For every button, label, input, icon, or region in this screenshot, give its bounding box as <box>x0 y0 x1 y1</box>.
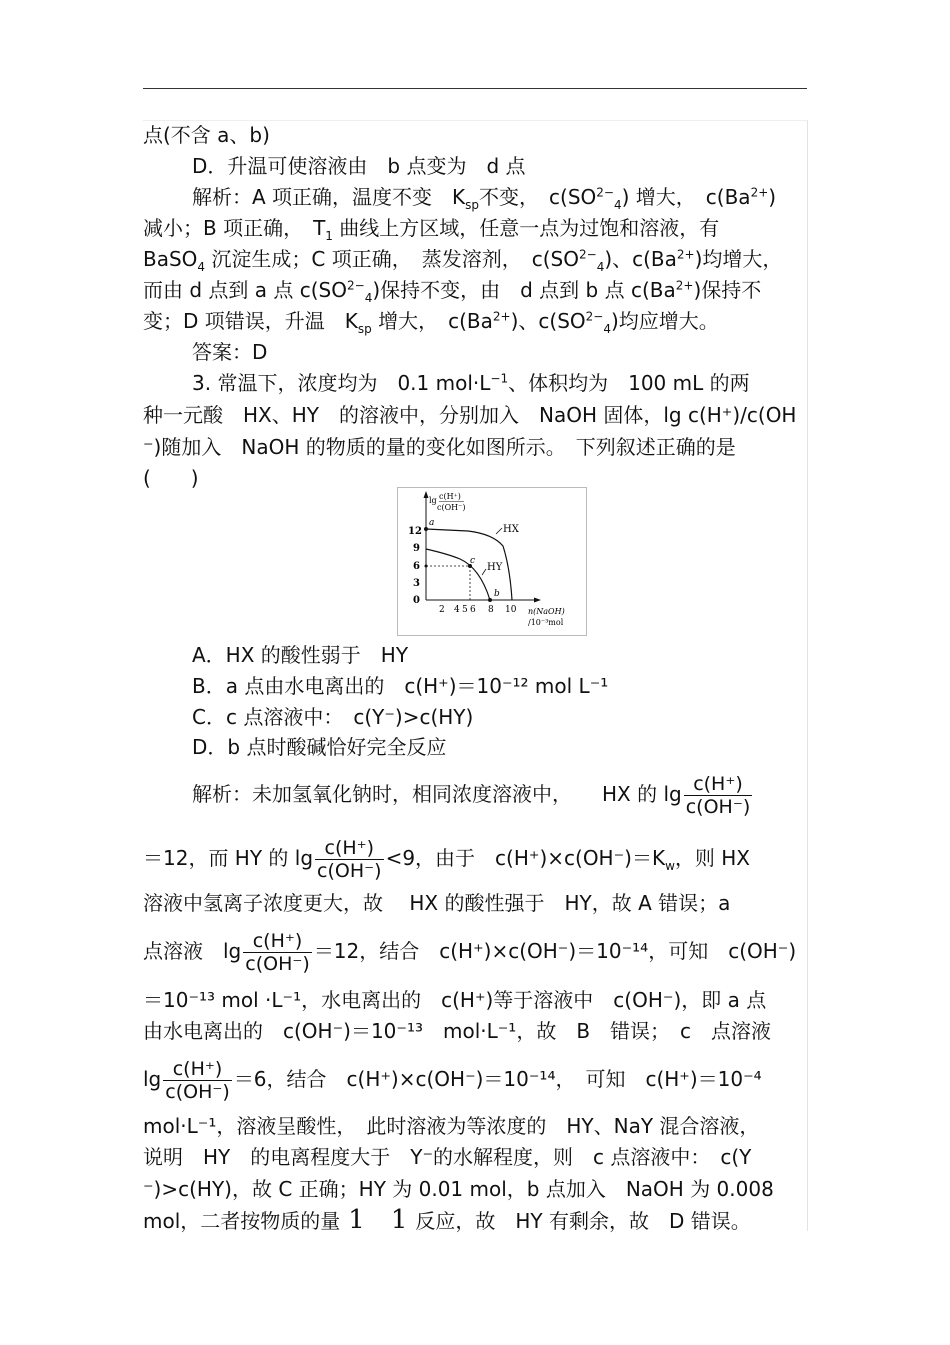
option-d: D．b 点时酸碱恰好完全反应 <box>192 735 447 759</box>
analysis-p10: ⁻)>c(HY)，故 C 正确；HY 为 0.01 mol，b 点加入 NaOH 为 0.008 <box>143 1177 774 1201</box>
label-c: c <box>470 556 476 566</box>
hx-leader <box>496 528 502 534</box>
analysis-line: BaSO$_4$ 沉淀生成；C 项正确， 蒸发溶剂， $c(SO^{2-}_4)$、$c(Ba^{2+})$均增大， <box>143 247 783 274</box>
titration-graph <box>397 487 587 636</box>
y-tick: 3 <box>413 578 420 589</box>
x-label: n(NaOH) <box>528 607 565 616</box>
analysis-p11: mol，二者按物质的量 1 1 反应，故 HY 有剩余，故 D 错误。 <box>143 1205 751 1235</box>
point-a <box>424 527 428 531</box>
y-label-den: c(OH⁻) <box>437 503 466 512</box>
fraction: $\frac{c(H^+)}{c(OH^-)}$ <box>685 773 751 818</box>
analysis-line: 解析：A 项正确，温度不变 $K_{sp}$不变， $c(SO^{2-}_4)$ 增大， $c(Ba^{2+})$ <box>192 185 777 212</box>
point-b <box>488 598 492 602</box>
analysis-p4: 点溶液 lg $\frac{c(H^+)}{c(OH^-)}$ ＝12，结合 c(H⁺)×c(OH⁻)＝10⁻¹⁴，可知 c(OH⁻) <box>143 930 797 975</box>
x-tick: 4 <box>454 605 460 615</box>
y-tick: 6 <box>413 561 420 572</box>
x-tick: 2 <box>439 605 445 615</box>
fraction: $\frac{c(H^+)}{c(OH^-)}$ <box>317 837 382 882</box>
analysis-line: 而由 d 点到 a 点 $c(SO^{2-}_4)$保持不变，由 d 点到 b 点 $c(Ba^{2+})$保持不 <box>143 278 762 305</box>
analysis-line: 减小；B 项正确， $T_1$ 曲线上方区域，任意一点为过饱和溶液，有 <box>143 216 720 243</box>
option-c: C．c 点溶液中： c(Y⁻)>c(HY) <box>192 705 474 729</box>
label-a: a <box>429 518 435 528</box>
y-tick: 9 <box>413 543 420 554</box>
x-tick: 8 <box>488 605 494 615</box>
option-a: A．HX 的酸性弱于 HY <box>192 643 409 667</box>
series-label-hy: HY <box>487 562 503 573</box>
text-line: 点(不含 a、b) <box>143 123 270 147</box>
hy-curve <box>426 549 490 600</box>
x-tick: 10 <box>505 605 517 615</box>
question-line: 种一元酸 HX、HY 的溶液中，分别加入 NaOH 固体，lg c(H⁺)/c(OH <box>143 403 797 427</box>
analysis-p7: lg $\frac{c(H^+)}{c(OH^-)}$ ＝6，结合 c(H⁺)×c(OH⁻)＝10⁻¹⁴， 可知 c(H⁺)＝10⁻⁴ <box>143 1058 762 1103</box>
x-axis-arrow <box>534 598 541 603</box>
option-d-prev: D．升温可使溶液由 b 点变为 d 点 <box>192 154 526 178</box>
header-rule <box>143 88 807 89</box>
fraction: $\frac{c(H^+)}{c(OH^-)}$ <box>165 1058 230 1103</box>
x-label-unit: /10⁻³mol <box>528 618 564 627</box>
y-label-prefix: lg <box>429 496 437 505</box>
analysis-p9: 说明 HY 的电离程度大于 Y⁻的水解程度，则 c 点溶液中： c(Y <box>143 1145 752 1169</box>
analysis-p5: ＝10⁻¹³ mol ·L⁻¹，水电离出的 c(H⁺)等于溶液中 c(OH⁻)，即 a 点 <box>143 988 767 1012</box>
graph-svg <box>398 488 586 635</box>
analysis-p3: 溶液中氢离子浓度更大，故 HX 的酸性强于 HY，故 A 错误；a <box>143 891 731 915</box>
question-3: 3. 常温下，浓度均为 0.1 $mol\cdot L^{-1}$、体积均为 100 mL 的两 <box>192 371 750 395</box>
point-y6 <box>425 565 428 568</box>
analysis-p1: 解析：未加氢氧化钠时，相同浓度溶液中， HX 的 lg $\frac{c(H^+)}{c(OH^-)}$ <box>192 773 751 818</box>
series-label-hx: HX <box>503 524 519 535</box>
answer-blank: ( ) <box>143 466 199 490</box>
x-tick: 5 <box>462 605 468 615</box>
y-tick: 0 <box>413 595 420 606</box>
label-b: b <box>494 589 500 599</box>
x-tick: 6 <box>470 605 476 615</box>
analysis-p8: mol·L⁻¹，溶液呈酸性， 此时溶液为等浓度的 HY、NaY 混合溶液， <box>143 1114 760 1138</box>
question-line: ⁻)随加入 NaOH 的物质的量的变化如图所示。 下列叙述正确的是 <box>143 435 736 459</box>
y-tick: 12 <box>408 526 422 537</box>
analysis-p2: ＝12，而 HY 的 lg $\frac{c(H^+)}{c(OH^-)}$ <9，由于 $c(H^+)\times c(OH^-)=K_w$，则 HX <box>143 837 751 882</box>
hy-leader <box>482 569 486 575</box>
y-axis-arrow <box>424 491 429 498</box>
answer-line: 答案：D <box>192 340 268 364</box>
analysis-p6: 由水电离出的 c(OH⁻)＝10⁻¹³ mol·L⁻¹，故 B 错误； c 点溶液 <box>143 1019 772 1043</box>
option-b: B．a 点由水电离出的 c(H⁺)＝10⁻¹² mol L⁻¹ <box>192 674 609 698</box>
y-label-num: c(H⁺) <box>439 492 461 501</box>
fraction: $\frac{c(H^+)}{c(OH^-)}$ <box>245 930 310 975</box>
analysis-line: 变；D 项错误，升温 $K_{sp}$ 增大， $c(Ba^{2+})$、$c(SO^{2-}_4)$均应增大。 <box>143 309 719 336</box>
